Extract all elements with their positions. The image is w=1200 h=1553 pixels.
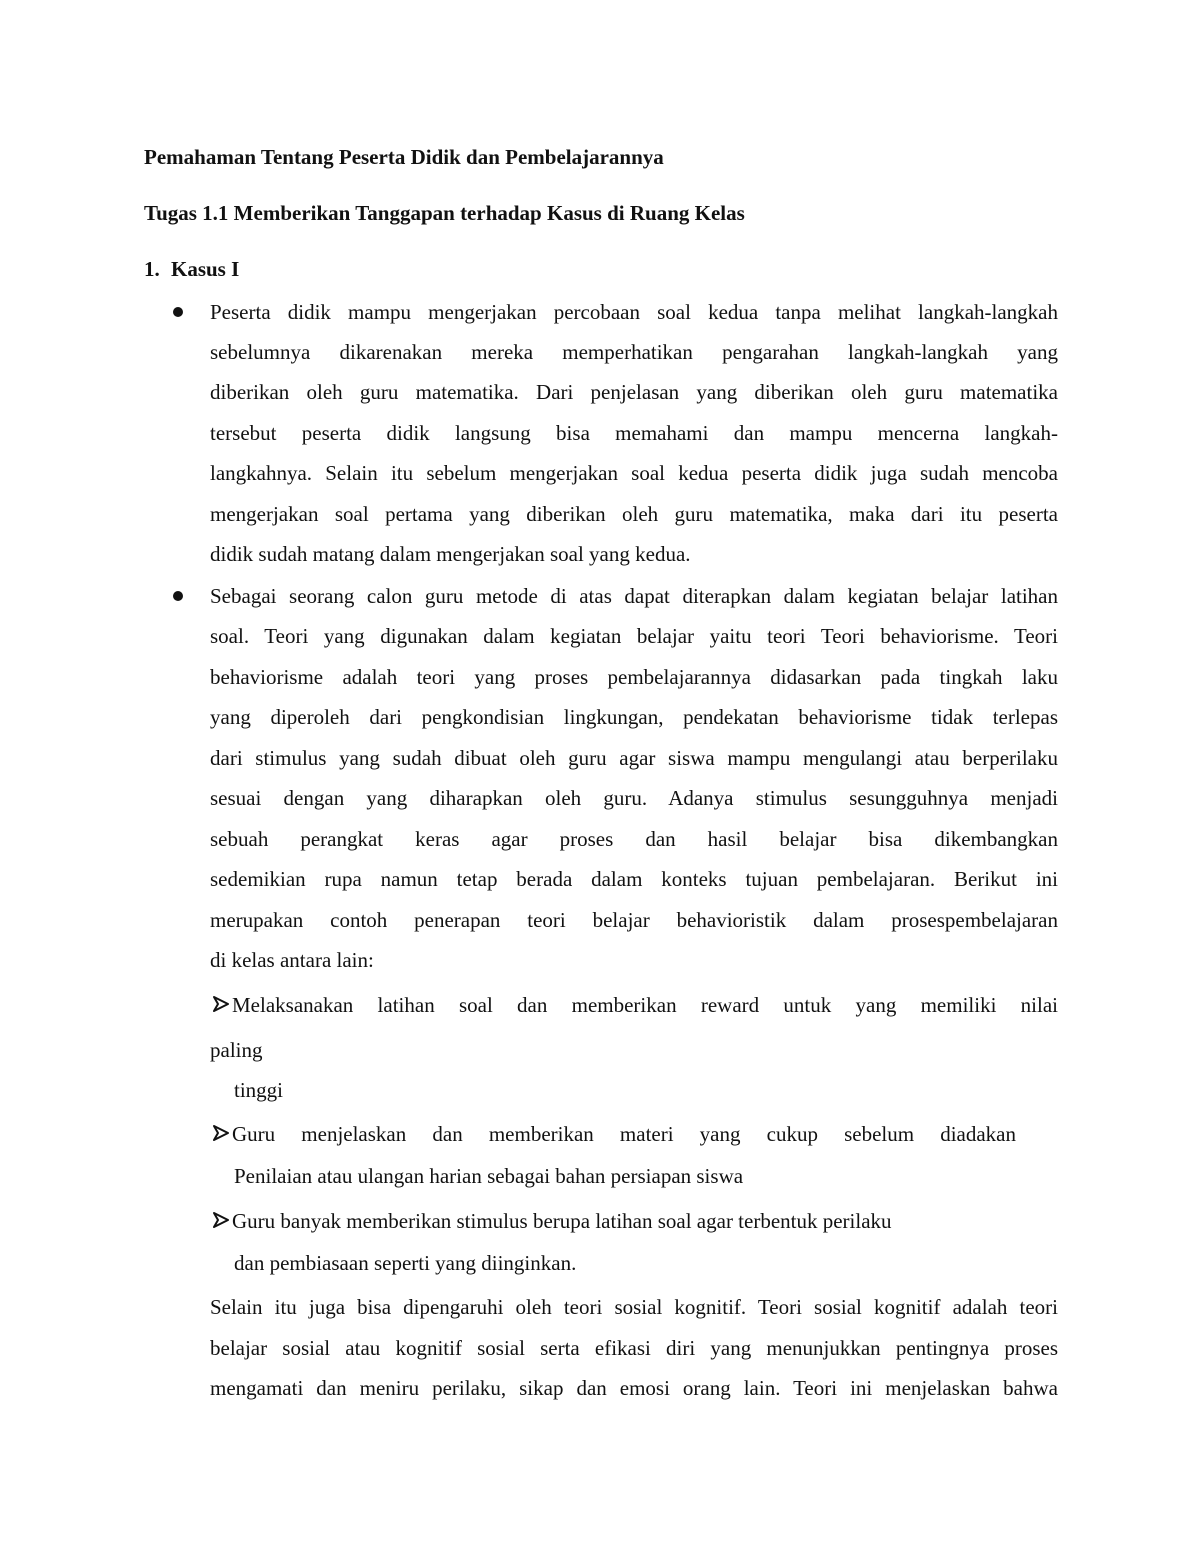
paragraph-line: sebuah perangkat keras agar proses dan hasil belajar bisa dikembangkan — [210, 827, 1058, 851]
paragraph-line: Peserta didik mampu mengerjakan percobaan soal kedua tanpa melihat langkah-langkah — [210, 300, 1058, 324]
paragraph-line: soal. Teori yang digunakan dalam kegiatan belajar yaitu teori Teori behaviorisme. Teori — [210, 624, 1058, 648]
arrow-bullet-icon — [212, 1211, 230, 1229]
paragraph-line: mengamati dan meniru perilaku, sikap dan emosi orang lain. Teori ini menjelaskan bahwa — [210, 1376, 1058, 1400]
sub-item-line: paling — [210, 1038, 263, 1062]
paragraph-line: langkahnya. Selain itu sebelum mengerjakan soal kedua peserta didik juga sudah mencoba — [210, 461, 1058, 485]
paragraph-line: tersebut peserta didik langsung bisa memahami dan mampu mencerna langkah- — [210, 421, 1058, 445]
sub-item-line: Melaksanakan latihan soal dan memberikan reward untuk yang memiliki nilai — [232, 993, 1058, 1017]
paragraph-line: sebelumnya dikarenakan mereka memperhatikan pengarahan langkah-langkah yang — [210, 340, 1058, 364]
paragraph-line: Selain itu juga bisa dipengaruhi oleh teori sosial kognitif. Teori sosial kognitif adalah teori — [210, 1295, 1058, 1319]
paragraph-line: sesuai dengan yang diharapkan oleh guru. Adanya stimulus sesungguhnya menjadi — [210, 786, 1058, 810]
sub-item-line: Penilaian atau ulangan harian sebagai bahan persiapan siswa — [234, 1164, 744, 1188]
paragraph-line: Sebagai seorang calon guru metode di atas dapat diterapkan dalam kegiatan belajar latihan — [210, 584, 1058, 608]
bullet-icon — [173, 307, 183, 317]
assignment-heading: Tugas 1.1 Memberikan Tanggapan terhadap Kasus di Ruang Kelas — [144, 201, 745, 225]
section-number: 1. — [144, 257, 160, 281]
paragraph-line: didik sudah matang dalam mengerjakan soal yang kedua. — [210, 542, 691, 566]
paragraph-line: mengerjakan soal pertama yang diberikan oleh guru matematika, maka dari itu peserta — [210, 502, 1058, 526]
sub-item-line: Guru menjelaskan dan memberikan materi yang cukup sebelum diadakan — [232, 1122, 1016, 1146]
document-title: Pemahaman Tentang Peserta Didik dan Pembelajarannya — [144, 145, 664, 169]
paragraph-line: merupakan contoh penerapan teori belajar behavioristik dalam prosespembelajaran — [210, 908, 1058, 932]
arrow-bullet-icon — [212, 995, 230, 1013]
paragraph-line: sedemikian rupa namun tetap berada dalam konteks tujuan pembelajaran. Berikut ini — [210, 867, 1058, 891]
paragraph-line: belajar sosial atau kognitif sosial serta efikasi diri yang menunjukkan pentingnya proses — [210, 1336, 1058, 1360]
paragraph-line: di kelas antara lain: — [210, 948, 374, 972]
paragraph-line: diberikan oleh guru matematika. Dari penjelasan yang diberikan oleh guru matematika — [210, 380, 1058, 404]
arrow-bullet-icon — [212, 1124, 230, 1142]
bullet-icon — [173, 591, 183, 601]
sub-item-line: Guru banyak memberikan stimulus berupa latihan soal agar terbentuk perilaku — [232, 1209, 892, 1233]
paragraph-line: yang diperoleh dari pengkondisian lingkungan, pendekatan behaviorisme tidak terlepas — [210, 705, 1058, 729]
paragraph-line: behaviorisme adalah teori yang proses pembelajarannya didasarkan pada tingkah laku — [210, 665, 1058, 689]
paragraph-line: dari stimulus yang sudah dibuat oleh guru agar siswa mampu mengulangi atau berperilaku — [210, 746, 1058, 770]
section-heading: Kasus I — [171, 257, 240, 281]
sub-item-line: tinggi — [234, 1078, 284, 1102]
sub-item-line: dan pembiasaan seperti yang diinginkan. — [234, 1251, 577, 1275]
